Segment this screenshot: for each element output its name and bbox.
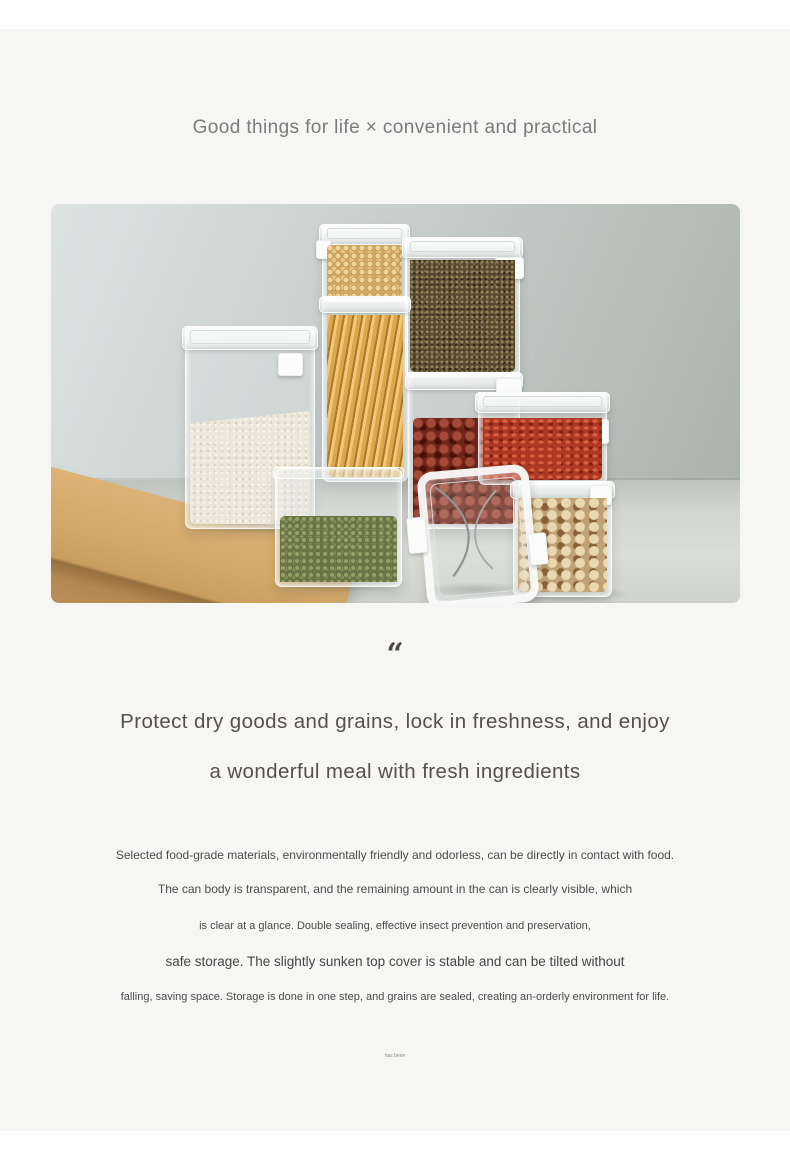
slogan-line-2: a wonderful meal with fresh ingredients <box>209 760 581 783</box>
pasta-canister <box>322 297 408 482</box>
open-flip-lid <box>416 463 540 603</box>
fine-print: has been <box>384 1053 406 1059</box>
open-lid-right-clip <box>528 532 549 565</box>
lid-panel <box>483 396 602 407</box>
description-line-5: falling, saving space. Storage is done in one step, and grains are sealed, creating an-orderly environment for life. <box>120 991 670 1003</box>
lid-panel <box>327 228 402 239</box>
buckwheat-canister <box>405 238 520 377</box>
soybean-canister <box>322 225 407 302</box>
mung-bean-canister <box>275 468 402 587</box>
buckwheat-canister-lid <box>402 237 523 258</box>
description-line-2: The can body is transparent, and the remaining amount in the can is clearly visible, which <box>157 882 633 896</box>
product-photo <box>51 204 740 603</box>
open-lid-left-clip <box>406 517 428 555</box>
lid-panel <box>410 241 515 252</box>
pasta-fill <box>327 315 403 477</box>
description-line-4: safe storage. The slightly sunken top cover is stable and can be tilted without <box>165 954 625 969</box>
pasta-canister-lid <box>319 296 411 313</box>
rice-lid-clip <box>278 353 303 376</box>
lid-panel <box>190 330 310 344</box>
lid-panel <box>429 476 527 597</box>
quote-mark-icon: “ <box>386 637 404 672</box>
mung-beans-fill <box>280 516 397 582</box>
description-line-3: is clear at a glance. Double sealing, effective insect prevention and preservation, <box>199 920 591 932</box>
rice-canister-lid <box>182 326 318 350</box>
buckwheat-fill <box>410 260 515 372</box>
soybeans-fill <box>327 245 402 297</box>
goji-canister-lid <box>475 392 610 413</box>
slogan-line-1: Protect dry goods and grains, lock in freshness, and enjoy <box>120 710 670 733</box>
soybean-canister-lid <box>319 224 410 245</box>
description-line-1: Selected food-grade materials, environmentally friendly and odorless, can be directly in contact with food. <box>115 848 675 862</box>
tagline: Good things for life × convenient and practical <box>192 117 598 138</box>
mung-canister-rim <box>273 467 404 479</box>
